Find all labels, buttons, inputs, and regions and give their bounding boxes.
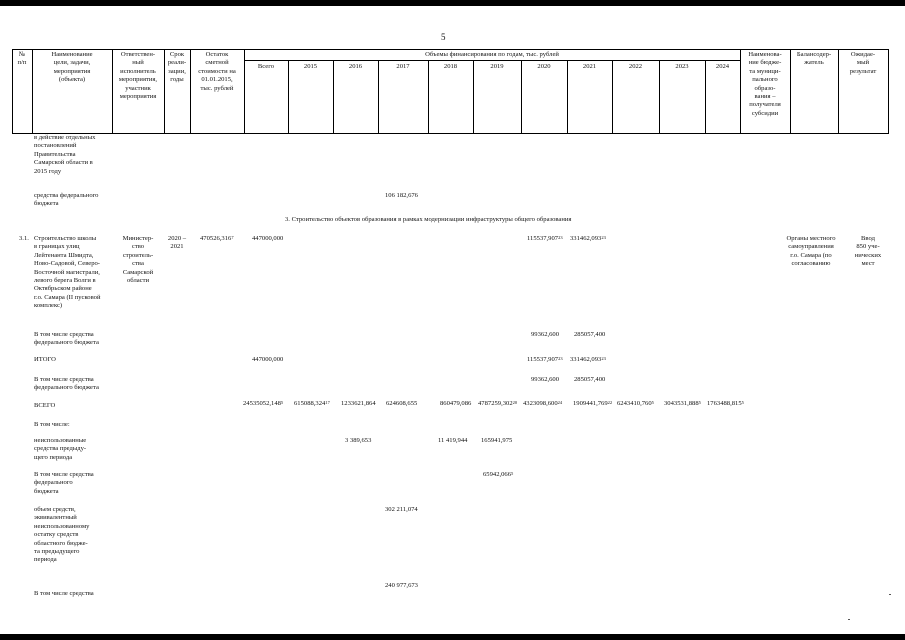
row-vsego-name: ВСЕГО — [34, 402, 56, 409]
row-itogo-federal-name: В том числе средства федерального бюджета — [34, 376, 99, 392]
header-year-2017: 2017 — [396, 63, 410, 70]
row-3-1-term: 2020 – 2021 — [167, 235, 187, 251]
header-year-2022: 2022 — [628, 63, 643, 70]
row-unused-federal-name: В том числе средства федерального бюджета — [34, 471, 94, 495]
row-vsego-2018: 860479,086 — [440, 400, 472, 407]
header-name: Наименование цели, задачи, мероприятия (объекта) — [51, 51, 93, 84]
header-remaining-cost: Остаток сметной стоимости на 01.01.2015, тыс. рублей — [198, 51, 236, 92]
row-itogo-2021: 331462,093$^{23}$ — [570, 356, 606, 363]
header-balance-holder: Балансодер- жатель — [796, 51, 832, 67]
row-unused-federal-2019: 65942,066$^5$ — [483, 471, 514, 478]
row-last-2017: 240 977,673 — [385, 582, 418, 589]
header-year-2020: 2020 — [537, 63, 551, 70]
row-vsego-2023: 3043531,888$^5$ — [664, 400, 701, 407]
row-federal-share-name: В том числе средства федерального бюджета — [34, 331, 99, 347]
row-3-1-total: 447000,000 — [252, 235, 284, 242]
row-itogo-federal-2021: 285057,400 — [574, 376, 606, 383]
header-budget-recipient: Наименова- ние бюдже- та муници- пального образо- вания – получателя субсидии — [748, 51, 782, 117]
scan-speck — [889, 594, 891, 595]
row-unused-2019: 165941,975 — [481, 437, 513, 444]
row-vsego-2019: 4787259,302$^{20}$ — [478, 400, 518, 407]
header-total: Всего — [257, 63, 275, 70]
row-vsego-2016: 1233621,864 — [341, 400, 376, 407]
row-vsego-2024: 1763488,815$^5$ — [707, 400, 744, 407]
row-vsego-2015: 615088,324$^{17}$ — [294, 400, 330, 407]
header-year-2019: 2019 — [490, 63, 504, 70]
row-federal-2017: 106 182,676 — [385, 192, 418, 199]
page-number: 5 — [441, 32, 446, 42]
row-federal-share-2021: 285057,400 — [574, 331, 606, 338]
row-federal-name: средства федерального бюджета — [34, 192, 99, 208]
scan-speck — [848, 619, 850, 620]
header-year-2021: 2021 — [582, 63, 597, 70]
row-unused-2016: 3 389,653 — [345, 437, 372, 444]
row-itogo-total: 447000,000 — [252, 356, 284, 363]
header-responsible: Ответствен- ный исполнитель мероприятия, участник мероприятия — [118, 51, 158, 101]
row-3-1-responsible: Министер- ство строитель- ства Самарской области — [122, 235, 154, 285]
row-vsego-2017: 624608,655 — [386, 400, 418, 407]
row-3-1-result: Ввод 850 уче- нических мест — [854, 235, 882, 268]
header-year-2023: 2023 — [675, 63, 689, 70]
header-expected-result: Ожидае- мый результат — [849, 51, 877, 75]
row-3-1-budget-recipient: Органы местного самоуправления г.о. Самара (по согласованию — [786, 235, 836, 268]
row-last-name: В том числе средства — [34, 590, 94, 597]
row-federal-share-2020: 99362,600 — [531, 331, 560, 338]
row-vsego-2022: 6243410,760$^5$ — [617, 400, 654, 407]
row-equivalent-2017: 302 211,074 — [385, 506, 418, 513]
row-itogo-federal-2020: 99362,600 — [531, 376, 560, 383]
row-including-name: В том числе: — [34, 421, 70, 428]
header-funding-volume: Объемы финансирования по годам, тыс. рублей — [425, 51, 559, 58]
row-vsego-2021: 1909441,769$^{22}$ — [573, 400, 613, 407]
header-year-2015: 2015 — [303, 63, 318, 70]
row-3-1-2021: 331462,093$^{23}$ — [570, 235, 606, 242]
header-num: № п/п — [17, 51, 27, 67]
row-vsego-2020: 4323098,600$^{24}$ — [523, 400, 563, 407]
row-3-1-2020: 115537,907$^{23}$ — [527, 235, 563, 242]
header-term: Срок реали- зации, годы — [167, 51, 187, 84]
header-year-2018: 2018 — [443, 63, 458, 70]
row-unused-2018: 11 419,944 — [438, 437, 468, 444]
header-year-2016: 2016 — [348, 63, 363, 70]
row-3-1-remaining: 470526,316$^7$ — [200, 235, 234, 242]
row-3-1-num: 3.1. — [19, 235, 29, 242]
row-continuation-name: в действие отдельных постановлений Правительства Самарской области в 2015 году — [34, 134, 96, 175]
scan-bottom-border — [0, 634, 905, 640]
row-3-1-name: Строительство школы в границах улиц Лейтенанта Шмидта, Ново-Садовой, Северо- Восточной магистрали, левого берега Волги в Октябрьском районе г.о. Самара (II пусковой комплекс) — [34, 235, 101, 310]
section-3-title: 3. Строительство объектов образования в рамках модернизации инфраструктуры общего образования — [285, 216, 572, 223]
row-itogo-2020: 115537,907$^{23}$ — [527, 356, 563, 363]
row-unused-name: неиспользованные средства предыду- щего периода — [34, 437, 87, 461]
scan-top-border — [0, 0, 905, 6]
row-equivalent-name: объем средств, эквивалентный неиспользованному остатку средств областного бюдже- та предыдущего периода — [34, 506, 90, 564]
row-vsego-total: 24535052,148$^5$ — [243, 400, 284, 407]
header-year-2024: 2024 — [715, 63, 730, 70]
row-itogo-name: ИТОГО — [34, 356, 56, 363]
